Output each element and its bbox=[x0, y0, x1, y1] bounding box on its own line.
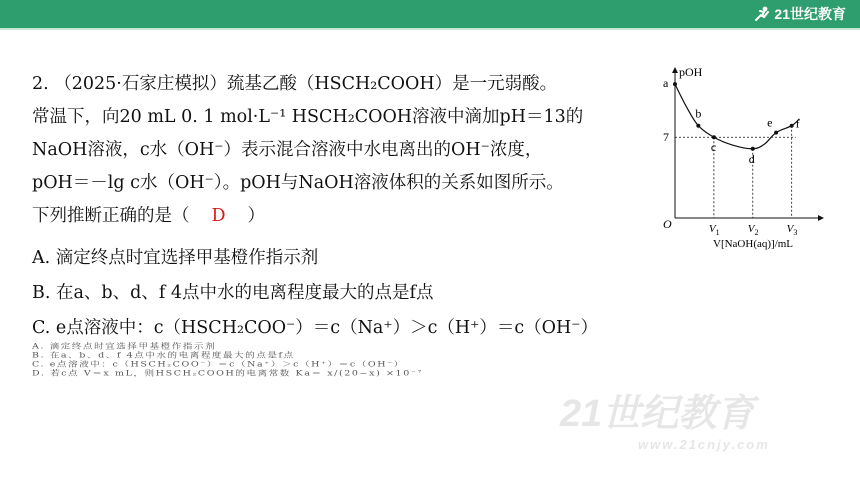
option-b: B. 在a、b、d、f 4点中水的电离程度最大的点是f点 bbox=[32, 283, 434, 303]
option-a: A. 滴定终点时宜选择甲基橙作指示剂 bbox=[32, 248, 319, 268]
x-tick-subscript-3: 3 bbox=[793, 228, 798, 237]
point-label-d: d bbox=[748, 151, 755, 166]
x-tick-subscript-2: 2 bbox=[754, 228, 759, 237]
header-bar bbox=[0, 0, 860, 28]
x-tick-label-3: $V_3$ bbox=[786, 223, 798, 237]
point-label-b: b bbox=[695, 106, 702, 121]
poh-chart bbox=[655, 60, 835, 250]
question-line-2: 常温下，向20 mL 0. 1 mol·L⁻¹ HSCH₂COOH溶液中滴加pH＝13的 bbox=[32, 107, 584, 127]
y-tick-label: 7 bbox=[663, 130, 669, 145]
option-c: C. e点溶液中：c（HSCH₂COO⁻）＝c（Na⁺）＞c（H⁺）＝c（OH⁻） bbox=[32, 318, 599, 338]
origin-label: O bbox=[663, 217, 672, 231]
question-line-3: NaOH溶液，c水（OH⁻）表示混合溶液中水电离出的OH⁻浓度， bbox=[32, 140, 543, 160]
ghost-line-d: D. 若c点 V＝x mL，则HSCH₂COOH的电离常数 Ka＝ x/(20−x) ×10⁻⁷ bbox=[32, 369, 423, 378]
question-prompt-line bbox=[32, 200, 662, 233]
ghost-line-b: B. 在a、b、d、f 4点中水的电离程度最大的点是f点 bbox=[32, 351, 295, 360]
watermark bbox=[560, 382, 770, 452]
question-stem bbox=[32, 68, 662, 233]
point-label-e: e bbox=[767, 115, 773, 130]
question-prompt: 下列推断正确的是（ bbox=[32, 206, 190, 226]
brand-logo bbox=[753, 3, 846, 25]
runner-icon bbox=[753, 6, 771, 22]
x-tick-label-1: $V_1$ bbox=[708, 223, 720, 237]
point-e bbox=[774, 131, 778, 135]
header-divider bbox=[0, 28, 860, 30]
answer-mark: D bbox=[211, 206, 226, 226]
point-label-c: c bbox=[710, 140, 717, 155]
logo-text: 21世纪教育 bbox=[774, 6, 846, 22]
question-line-4: pOH＝－lg c水（OH⁻）。pOH与NaOH溶液体积的关系如图所示。 bbox=[32, 173, 564, 193]
point-label-a: a bbox=[663, 76, 669, 91]
poh-curve bbox=[675, 84, 799, 149]
ghost-line-a: A. 滴定终点时宜选择甲基橙作指示剂 bbox=[32, 342, 217, 351]
y-axis-label: pOH bbox=[679, 65, 703, 79]
question-prompt-end: ） bbox=[247, 206, 266, 226]
ghost-line-c: C. e点溶液中：c（HSCH₂COO⁻）＝c（Na⁺）＞c（H⁺）＝c（OH⁻） bbox=[32, 360, 405, 369]
point-label-f: f bbox=[795, 116, 800, 131]
watermark-sub: www.21cnjy.com bbox=[638, 437, 770, 452]
x-tick-label-2: $V_2$ bbox=[747, 223, 759, 237]
watermark-main: 21世纪教育 bbox=[560, 393, 755, 435]
point-d bbox=[751, 147, 755, 151]
point-b bbox=[696, 124, 700, 128]
x-tick-subscript-1: 1 bbox=[715, 228, 720, 237]
question-line-1: 2. （2025·石家庄模拟）巯基乙酸（HSCH₂COOH）是一元弱酸。 bbox=[32, 74, 558, 94]
x-axis-label: V[NaOH(aq)]/mL bbox=[713, 238, 794, 250]
point-c bbox=[712, 135, 716, 139]
point-f bbox=[790, 124, 794, 128]
point-a bbox=[673, 82, 677, 86]
